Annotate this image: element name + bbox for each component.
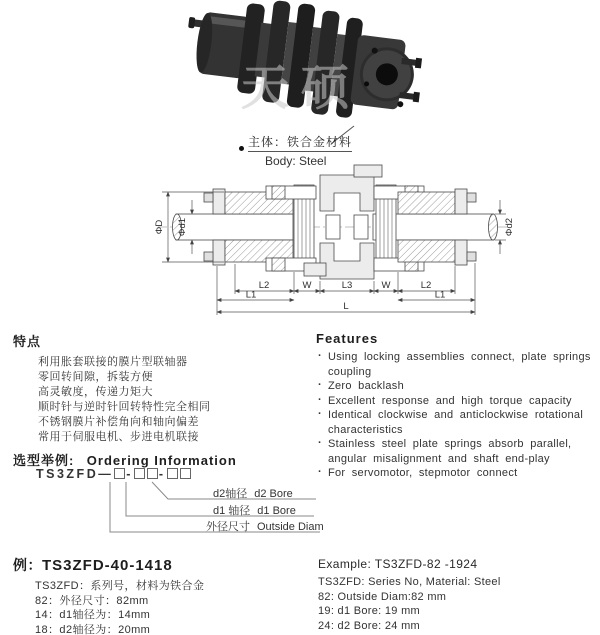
- example-line-cn: 18：d2轴径为：20mm: [35, 623, 151, 635]
- example-line-cn: 82：外径尺寸：82mm: [35, 594, 149, 607]
- dim-label-L: L: [343, 301, 349, 312]
- feature-item-en: [316, 394, 596, 409]
- feature-item-text: For servomotor, stepmotor connect: [328, 467, 518, 479]
- feature-item-text: Excellent response and high torque capacity: [328, 394, 572, 407]
- center-bottom-block: [304, 263, 326, 276]
- right-hub-hatched: [398, 240, 455, 262]
- feature-item-en: [316, 379, 596, 394]
- dim-label-phiD1: Φd1: [177, 217, 188, 237]
- ordering-title-en: Ordering Information: [86, 453, 237, 468]
- dim-label-W: W: [381, 280, 391, 291]
- example-lines-cn: [35, 579, 303, 635]
- center-bushing: [354, 215, 368, 239]
- bullet-dot-icon: [239, 146, 244, 151]
- feature-item-cn: 常用于伺服电机、步进电机联接: [38, 431, 199, 443]
- code-dash: -: [158, 467, 166, 481]
- right-hub-hatched: [398, 192, 455, 214]
- feature-item-text: Stainless steel plate springs absorb parallel, angular misalignment and shaft end-play: [328, 438, 572, 465]
- dim-label-L2: L2: [420, 280, 432, 291]
- ordering-label-d1-en: d1 Bore: [257, 505, 296, 517]
- right-flange: [455, 189, 467, 214]
- features-title-cn: 特点: [13, 334, 42, 349]
- bullet-icon: ·: [318, 466, 322, 478]
- feature-item-cn: 顺时针与逆时针回转特性完全相同: [38, 401, 211, 413]
- left-flange: [213, 240, 225, 265]
- feature-item-cn: 零回转间隙，拆装方便: [38, 371, 153, 383]
- dim-label-L3: L3: [341, 280, 353, 291]
- ordering-label-d2-en: d2 Bore: [254, 488, 293, 500]
- ordering-label-d2: [213, 485, 293, 501]
- watermark-text: 天硕: [241, 62, 362, 115]
- code-box-d2: [180, 468, 191, 479]
- bullet-icon: ·: [318, 393, 322, 406]
- features-section-en: [316, 331, 596, 481]
- center-top-block: [354, 165, 382, 177]
- body-label-cn: 主体：铁合金材料: [248, 133, 352, 152]
- ordering-label-outside-diam: [206, 518, 324, 534]
- example-title-code: TS3ZFD-40-1418: [42, 557, 173, 574]
- ordering-label-od-cn: 外径尺寸: [206, 521, 250, 533]
- ordering-label-d2-cn: d2轴径: [213, 488, 248, 500]
- bullet-icon: ·: [318, 350, 322, 362]
- cross-section-drawing: [148, 163, 516, 330]
- example-title-cn: [13, 555, 303, 575]
- example-line-cn: 14：d1轴径为：14mm: [35, 609, 151, 621]
- right-shaft-end: [489, 214, 498, 240]
- features-list-en: [316, 350, 596, 481]
- feature-item-text: Identical clockwise and anticlockwise rotational characteristics: [328, 409, 584, 436]
- feature-item-en: [316, 350, 596, 379]
- dim-label-L2: L2: [258, 280, 270, 291]
- code-dash: —: [98, 467, 114, 481]
- example-line-en: TS3ZFD: Series No, Material: Steel: [318, 576, 501, 588]
- feature-item-cn: 不锈钢膜片补偿角向和轴向偏差: [38, 416, 199, 428]
- product-photo: [183, 0, 423, 133]
- code-box-d1: [134, 468, 145, 479]
- dim-label-L1: L1: [434, 289, 446, 301]
- ordering-label-od-en: Outside Diam: [257, 521, 324, 533]
- feature-item-text: Zero backlash: [328, 380, 404, 392]
- dim-label-L1: L1: [245, 289, 257, 301]
- example-line-cn: TS3ZFD：系列号，材料为铁合金: [35, 580, 205, 592]
- example-line-en: 82: Outside Diam:82 mm: [318, 590, 447, 603]
- feature-item-en: [316, 408, 596, 437]
- example-title-prefix: 例：: [13, 557, 42, 573]
- right-bolt: [467, 252, 476, 261]
- code-box-d2: [167, 468, 178, 479]
- center-bushing: [326, 215, 340, 239]
- left-bolt: [204, 252, 213, 261]
- code-box-d1: [147, 468, 158, 479]
- example-line-en: 24: d2 Bore: 24 mm: [318, 619, 421, 632]
- center-member-bottom: [320, 243, 374, 279]
- code-prefix: TS3ZFD: [36, 467, 99, 481]
- left-flange: [213, 189, 225, 214]
- feature-item-text: Using locking assemblies connect, plate springs coupling: [328, 351, 591, 378]
- features-title-en: Features: [316, 331, 379, 346]
- example-title-en: Example: TS3ZFD-82 -1924: [318, 557, 478, 571]
- ordering-title-cn: 选型举例:: [13, 453, 75, 468]
- right-bolt: [467, 193, 476, 202]
- ordering-code: [36, 467, 192, 481]
- body-label-en: Body: Steel: [265, 154, 327, 168]
- bullet-icon: ·: [318, 408, 322, 420]
- feature-item-en: [316, 437, 596, 466]
- center-member-top: [320, 175, 374, 211]
- dim-label-phiD2: Φd2: [504, 217, 515, 237]
- example-lines-en: [318, 575, 598, 633]
- example-section-en: [318, 557, 598, 633]
- bullet-icon: ·: [318, 437, 322, 449]
- ordering-label-d1: [213, 502, 296, 518]
- left-shaft: [176, 214, 293, 240]
- feature-item-cn: 利用胀套联接的膜片型联轴器: [38, 356, 188, 368]
- ordering-label-d1-cn: d1 轴径: [213, 505, 251, 517]
- example-line-en: 19: d1 Bore: 19 mm: [318, 605, 421, 617]
- left-bolt: [204, 193, 213, 202]
- features-section-cn: [13, 331, 305, 445]
- features-list-cn: [13, 355, 305, 445]
- code-box-outside-diam: [114, 468, 125, 479]
- feature-item-cn: 高灵敏度，传递力矩大: [38, 386, 153, 398]
- dim-label-W: W: [302, 280, 312, 291]
- example-section-cn: [13, 555, 303, 635]
- feature-item-en: [316, 466, 596, 481]
- dim-label-phiD: ΦD: [154, 219, 165, 235]
- right-flange: [455, 240, 467, 265]
- bullet-icon: ·: [318, 379, 322, 391]
- code-dash: -: [126, 467, 133, 481]
